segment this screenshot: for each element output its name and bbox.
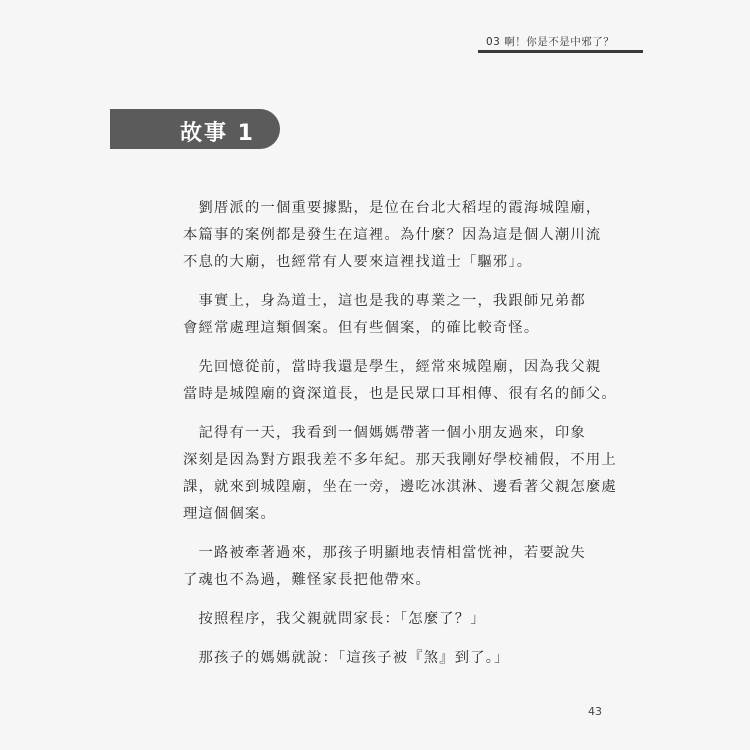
paragraph-5 xyxy=(183,540,586,594)
page-number: 43 xyxy=(588,705,602,718)
text-line: 按照程序，我父親就問家長：「怎麼了？」 xyxy=(183,611,486,627)
paragraph-2 xyxy=(183,288,586,342)
text-line: 先回憶從前，當時我還是學生，經常來城隍廟，因為我父親 xyxy=(183,359,602,375)
text-line: 一路被牽著過來，那孩子明顯地表情相當恍神，若要說失 xyxy=(183,545,586,561)
text-line: 深刻是因為對方跟我差不多年紀。那天我剛好學校補假，不用上 xyxy=(183,452,617,468)
running-header: 03 啊！你是不是中邪了？ xyxy=(486,36,615,48)
text-line: 會經常處理這類個案。但有些個案，的確比較奇怪。 xyxy=(183,320,540,336)
paragraph-3 xyxy=(183,354,617,408)
paragraph-4 xyxy=(183,420,617,528)
text-line: 當時是城隍廟的資深道長，也是民眾口耳相傳、很有名的師父。 xyxy=(183,386,617,402)
story-title: 故事 1 xyxy=(180,121,255,146)
text-line: 不息的大廟，也經常有人要來這裡找道士「驅邪」。 xyxy=(183,254,533,270)
text-line: 事實上，身為道士，這也是我的專業之一，我跟師兄弟都 xyxy=(183,293,586,309)
paragraph-1 xyxy=(183,195,602,276)
text-line: 記得有一天，我看到一個媽媽帶著一個小朋友過來，印象 xyxy=(183,425,586,441)
text-line: 本篇事的案例都是發生在這裡。為什麼？因為這是個人潮川流 xyxy=(183,227,602,243)
paragraph-7 xyxy=(183,645,555,672)
text-line: 理這個個案。 xyxy=(183,506,276,522)
body-text xyxy=(183,195,617,684)
header-rule xyxy=(478,50,643,53)
text-line: 課，就來到城隍廟，坐在一旁，邊吃冰淇淋、邊看著父親怎麼處 xyxy=(183,479,617,495)
paragraph-6 xyxy=(183,606,555,633)
text-line: 那孩子的媽媽就說：「這孩子被『煞』到了。」 xyxy=(183,650,510,666)
text-line: 了魂也不為過，難怪家長把他帶來。 xyxy=(183,572,431,588)
text-line: 劉厝派的一個重要據點，是位在台北大稻埕的霞海城隍廟， xyxy=(183,200,602,216)
